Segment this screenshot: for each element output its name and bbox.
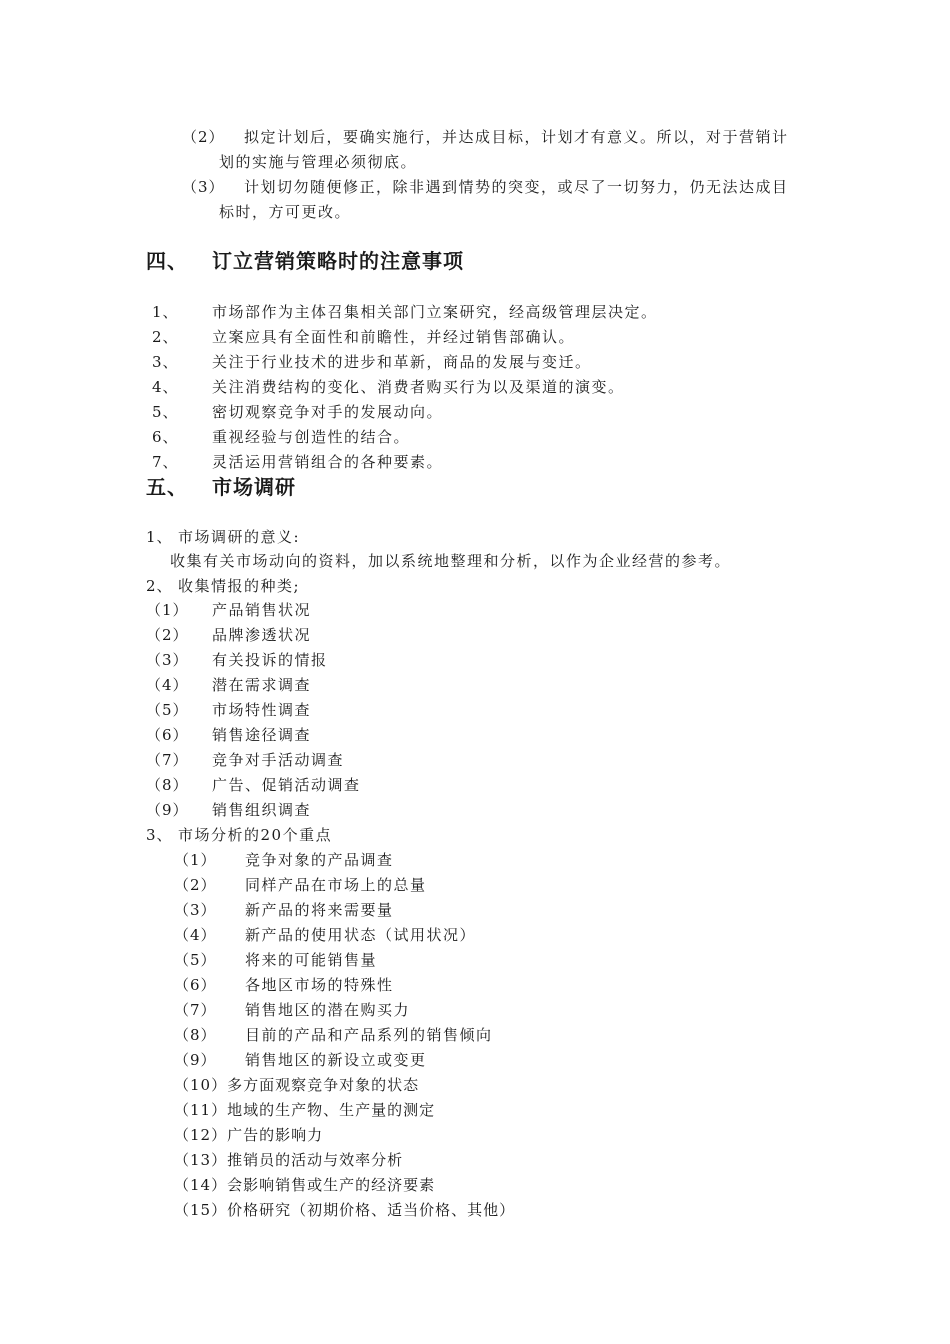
list-item: （15）价格研究（初期价格、适当价格、其他） xyxy=(174,1201,516,1219)
list-item-text: 有关投诉的情报 xyxy=(212,651,328,669)
top-item-continuation: 标时，方可更改。 xyxy=(219,203,352,221)
list-item-number: （8） xyxy=(146,776,189,794)
list-item-number: 3、 xyxy=(152,353,179,371)
list-item: （13）推销员的活动与效率分析 xyxy=(174,1151,404,1169)
list-item-number: 4、 xyxy=(152,378,179,396)
list-item-text: 销售组织调查 xyxy=(212,801,312,819)
list-item-text: 灵活运用营销组合的各种要素。 xyxy=(212,453,444,471)
section-heading: 订立营销策略时的注意事项 xyxy=(212,249,464,273)
list-item-text: 新产品的使用状态（试用状况） xyxy=(245,926,477,944)
top-item-text: 计划切勿随便修正，除非遇到情势的突变，或尽了一切努力，仍无法达成目 xyxy=(244,178,789,196)
list-item-text: 市场部作为主体召集相关部门立案研究，经高级管理层决定。 xyxy=(212,303,658,321)
list-item-number: （8） xyxy=(174,1026,217,1044)
list-item-text: 市场特性调查 xyxy=(212,701,312,719)
list-item-text: 立案应具有全面性和前瞻性，并经过销售部确认。 xyxy=(212,328,576,346)
list-item-number: （6） xyxy=(146,726,189,744)
list-item-text: 竞争对手活动调查 xyxy=(212,751,345,769)
list-item-number: 5、 xyxy=(152,403,179,421)
list-item-number: 7、 xyxy=(152,453,179,471)
top-item-number: （2） xyxy=(182,128,225,146)
list-item-text: 关注于行业技术的进步和革新，商品的发展与变迁。 xyxy=(212,353,592,371)
section-heading: 市场调研 xyxy=(212,475,296,499)
section-number: 四、 xyxy=(146,249,188,273)
subsection-title: 市场分析的20个重点 xyxy=(178,826,333,844)
list-item-number: 2、 xyxy=(152,328,179,346)
subsection-number: 3、 xyxy=(146,826,173,844)
list-item-number: 6、 xyxy=(152,428,179,446)
top-item-continuation: 划的实施与管理必须彻底。 xyxy=(219,153,418,171)
list-item-number: 1、 xyxy=(152,303,179,321)
list-item-number: （7） xyxy=(146,751,189,769)
list-item-text: 各地区市场的特殊性 xyxy=(245,976,394,994)
list-item-number: （4） xyxy=(146,676,189,694)
list-item-text: 密切观察竞争对手的发展动向。 xyxy=(212,403,444,421)
list-item-number: （2） xyxy=(174,876,217,894)
list-item-text: 同样产品在市场上的总量 xyxy=(245,876,427,894)
list-item: （14）会影响销售或生产的经济要素 xyxy=(174,1176,436,1194)
list-item: （11）地域的生产物、生产量的测定 xyxy=(174,1101,436,1119)
list-item-text: 目前的产品和产品系列的销售倾向 xyxy=(245,1026,493,1044)
list-item-number: （3） xyxy=(174,901,217,919)
subsection-number: 2、 xyxy=(146,577,173,595)
list-item-text: 新产品的将来需要量 xyxy=(245,901,394,919)
list-item-text: 将来的可能销售量 xyxy=(245,951,378,969)
list-item-number: （7） xyxy=(174,1001,217,1019)
list-item-text: 品牌渗透状况 xyxy=(212,626,312,644)
list-item: （12）广告的影响力 xyxy=(174,1126,324,1144)
list-item-text: 竞争对象的产品调查 xyxy=(245,851,394,869)
top-item-number: （3） xyxy=(182,178,225,196)
list-item-text: 销售地区的潜在购买力 xyxy=(245,1001,411,1019)
subsection-title: 收集情报的种类; xyxy=(178,577,301,595)
list-item-text: 销售途径调查 xyxy=(212,726,312,744)
list-item-text: 产品销售状况 xyxy=(212,601,312,619)
list-item-text: 广告、促销活动调查 xyxy=(212,776,361,794)
subsection-title: 市场调研的意义: xyxy=(178,528,301,546)
list-item-number: （9） xyxy=(174,1051,217,1069)
list-item-number: （1） xyxy=(174,851,217,869)
list-item-text: 关注消费结构的变化、消费者购买行为以及渠道的演变。 xyxy=(212,378,625,396)
list-item-number: （4） xyxy=(174,926,217,944)
list-item-number: （2） xyxy=(146,626,189,644)
list-item: （10）多方面观察竞争对象的状态 xyxy=(174,1076,420,1094)
section-number: 五、 xyxy=(146,475,188,499)
list-item-number: （9） xyxy=(146,801,189,819)
list-item-number: （5） xyxy=(146,701,189,719)
list-item-text: 销售地区的新设立或变更 xyxy=(245,1051,427,1069)
subsection-number: 1、 xyxy=(146,528,173,546)
subsection-description: 收集有关市场动向的资料，加以系统地整理和分析，以作为企业经营的参考。 xyxy=(170,552,732,570)
list-item-text: 潜在需求调查 xyxy=(212,676,312,694)
list-item-number: （6） xyxy=(174,976,217,994)
list-item-number: （1） xyxy=(146,601,189,619)
list-item-text: 重视经验与创造性的结合。 xyxy=(212,428,411,446)
top-item-text: 拟定计划后，要确实施行，并达成目标，计划才有意义。所以，对于营销计 xyxy=(244,128,789,146)
list-item-number: （5） xyxy=(174,951,217,969)
list-item-number: （3） xyxy=(146,651,189,669)
